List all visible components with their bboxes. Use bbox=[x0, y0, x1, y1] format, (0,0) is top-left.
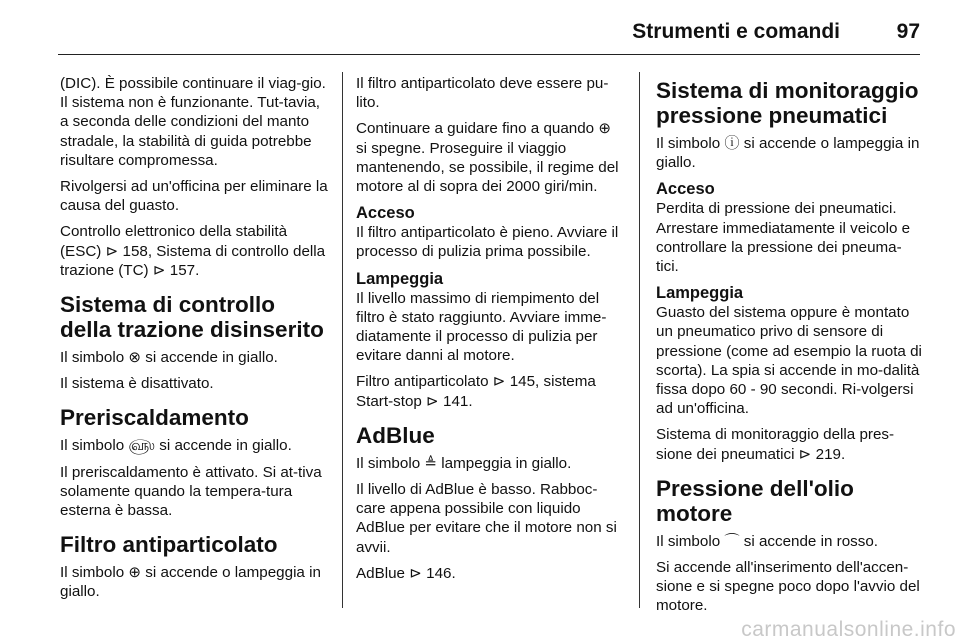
page-header bbox=[58, 14, 920, 55]
section-heading: Filtro antiparticolato bbox=[60, 532, 278, 558]
section-heading: Pressione dell'olio motore bbox=[656, 475, 854, 526]
section-heading: AdBlue bbox=[356, 422, 435, 448]
column-3 bbox=[656, 74, 924, 623]
section-heading: Sistema di controllo della trazione disinserito bbox=[60, 292, 324, 343]
paragraph: Il simbolo ௵ si accende in giallo. bbox=[60, 437, 292, 455]
paragraph: Il simbolo ⌒ si accende in rosso. bbox=[656, 532, 878, 550]
paragraph: Il livello massimo di riempimento del filtro è stato raggiunto. Avviare imme-diatamente il processo di pulizia per evitare danni al motore. bbox=[356, 289, 607, 365]
paragraph: Perdita di pressione dei pneumatici. Arrestare immediatamente il veicolo e controllare la pressione dei pneuma-tici. bbox=[656, 200, 911, 276]
paragraph: Guasto del sistema oppure è montato un pneumatico privo di sensore di pressione (come ad esempio la ruota di scorta). La spia si accende in mo-dalità fissa dopo 60 - 90 secondi. Ri-volgersi ad un'officina. bbox=[656, 304, 922, 418]
paragraph: (DIC). È possibile continuare il viag-gio. Il sistema non è funzionante. Tut-tavia, a seconda delle condizioni del manto stradale, la stabilità di guida potrebbe risultare compromessa. bbox=[60, 75, 326, 169]
subheading: Acceso bbox=[356, 204, 415, 223]
cross-reference: AdBlue ⊳ 146. bbox=[356, 564, 456, 582]
page-number: 97 bbox=[896, 20, 920, 43]
subheading: Lampeggia bbox=[356, 269, 444, 288]
paragraph: Si accende all'inserimento dell'accen-sione e si spegne poco dopo l'avvio del motore. bbox=[656, 559, 920, 615]
paragraph: Il simbolo ≜ lampeggia in giallo. bbox=[356, 454, 572, 472]
cross-reference: Filtro antiparticolato ⊳ 145, sistema Start-stop ⊳ 141. bbox=[356, 373, 596, 410]
section-heading: Sistema di monitoraggio pressione pneumatici bbox=[656, 78, 919, 128]
paragraph: Rivolgersi ad un'officina per eliminare la causa del guasto. bbox=[60, 178, 328, 215]
column-divider bbox=[342, 72, 343, 608]
paragraph: Il simbolo ⊕ si accende o lampeggia in giallo. bbox=[60, 564, 321, 601]
paragraph: Il filtro antiparticolato è pieno. Avviare il processo di pulizia prima possibile. bbox=[356, 224, 619, 261]
cross-reference: Controllo elettronico della stabilità (ESC) ⊳ 158, Sistema di controllo della trazione (TC) ⊳ 157. bbox=[60, 223, 326, 279]
paragraph: Il livello di AdBlue è basso. Rabboc-care appena possibile con liquido AdBlue per evitare che il motore non si avvii. bbox=[356, 481, 617, 556]
watermark: carmanualsonline.info bbox=[741, 618, 956, 641]
paragraph: Il sistema è disattivato. bbox=[60, 375, 214, 393]
subheading: Lampeggia bbox=[656, 284, 744, 303]
paragraph: Continuare a guidare fino a quando ⊕ si spegne. Proseguire il viaggio mantenendo, se possibile, il regime del motore al di sopra dei 2000 giri/min. bbox=[356, 120, 619, 196]
column-2 bbox=[356, 74, 624, 590]
paragraph: Il filtro antiparticolato deve essere pu-lito. bbox=[356, 75, 609, 112]
subheading: Acceso bbox=[656, 180, 715, 199]
column-1 bbox=[60, 74, 330, 609]
paragraph: Il preriscaldamento è attivato. Si at-tiva solamente quando la tempera-tura esterna è bassa. bbox=[60, 463, 322, 520]
cross-reference: Sistema di monitoraggio della pres-sione dei pneumatici ⊳ 219. bbox=[656, 426, 895, 463]
column-divider bbox=[639, 72, 640, 608]
paragraph: Il simbolo ⊗ si accende in giallo. bbox=[60, 349, 278, 367]
paragraph: Il simbolo ⓘ si accende o lampeggia in giallo. bbox=[656, 135, 920, 172]
section-heading: Preriscaldamento bbox=[60, 405, 249, 431]
header-title: Strumenti e comandi bbox=[632, 20, 840, 43]
